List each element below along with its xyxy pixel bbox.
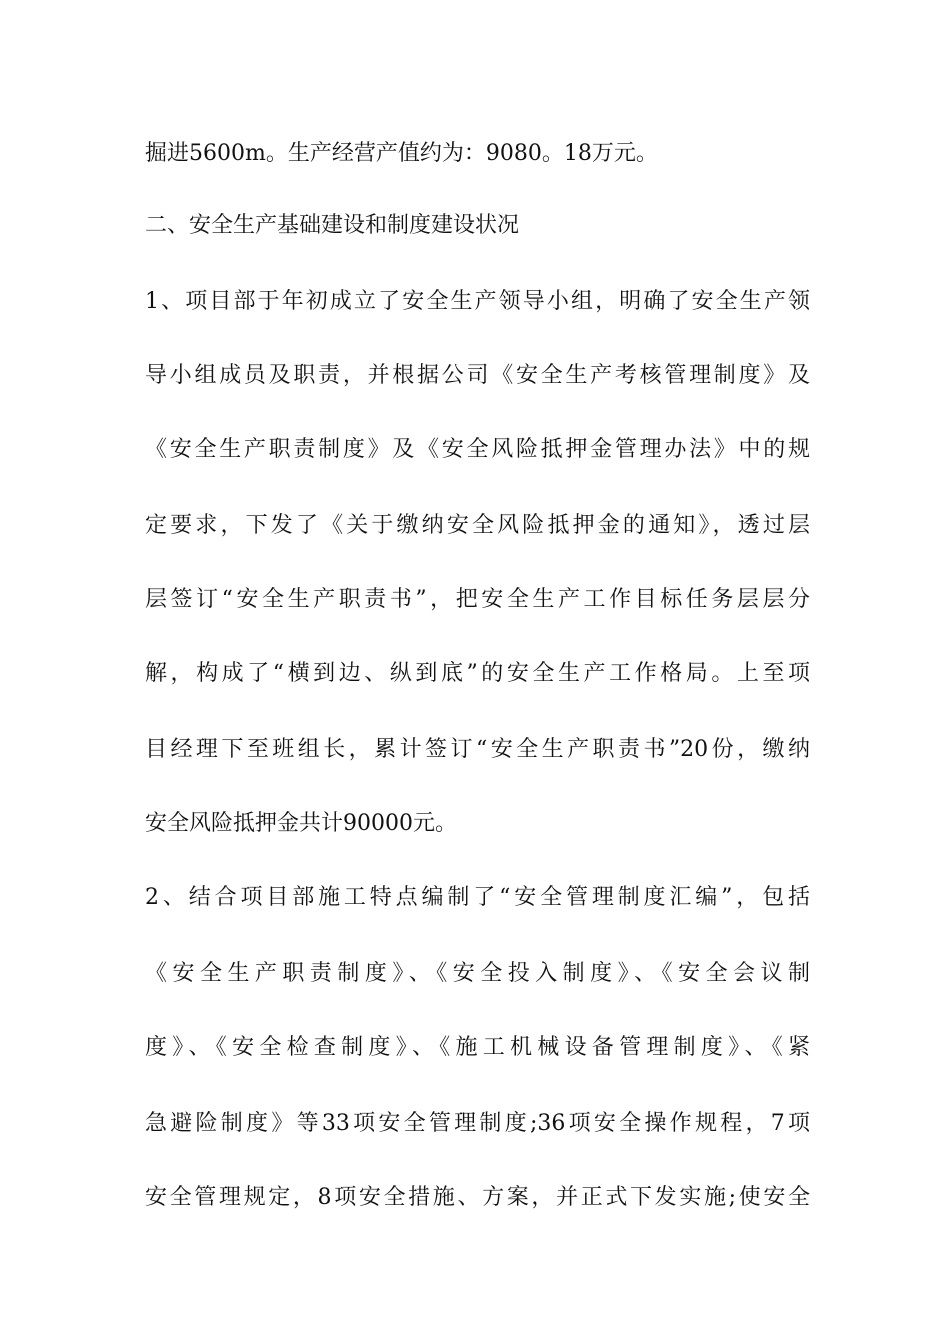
paragraph-line: 解，构成了“横到边、纵到底”的安全生产工作格局。上至项 [145,661,810,686]
paragraph-line: 导小组成员及职责，并根据公司《安全生产考核管理制度》及 [145,363,810,388]
paragraph-line: 2、结合项目部施工特点编制了“安全管理制度汇编”，包括 [145,885,810,910]
paragraph-line: 定要求，下发了《关于缴纳安全风险抵押金的通知》，透过层 [145,513,810,538]
paragraph-line: 度》、《安全检查制度》、《施工机械设备管理制度》、《紧 [145,1035,810,1060]
paragraph-line: 1、项目部于年初成立了安全生产领导小组，明确了安全生产领 [145,289,810,314]
paragraph-line: 掘进5600m。生产经营产值约为：9080。18万元。 [145,141,658,166]
paragraph-line: 层签订“安全生产职责书”，把安全生产工作目标任务层层分 [145,587,810,612]
paragraph-line: 目经理下至班组长，累计签订“安全生产职责书”20份，缴纳 [145,737,810,762]
paragraph-line: 《安全生产职责制度》及《安全风险抵押金管理办法》中的规 [145,437,810,462]
section-heading: 二、安全生产基础建设和制度建设状况 [145,213,520,238]
paragraph-line: 安全风险抵押金共计90000元。 [145,811,457,836]
paragraph-line: 安全管理规定，8项安全措施、方案，并正式下发实施;使安全 [145,1185,810,1210]
paragraph-line: 《安全生产职责制度》、《安全投入制度》、《安全会议制 [145,961,810,986]
paragraph-line: 急避险制度》等33项安全管理制度;36项安全操作规程，7项 [145,1111,810,1136]
